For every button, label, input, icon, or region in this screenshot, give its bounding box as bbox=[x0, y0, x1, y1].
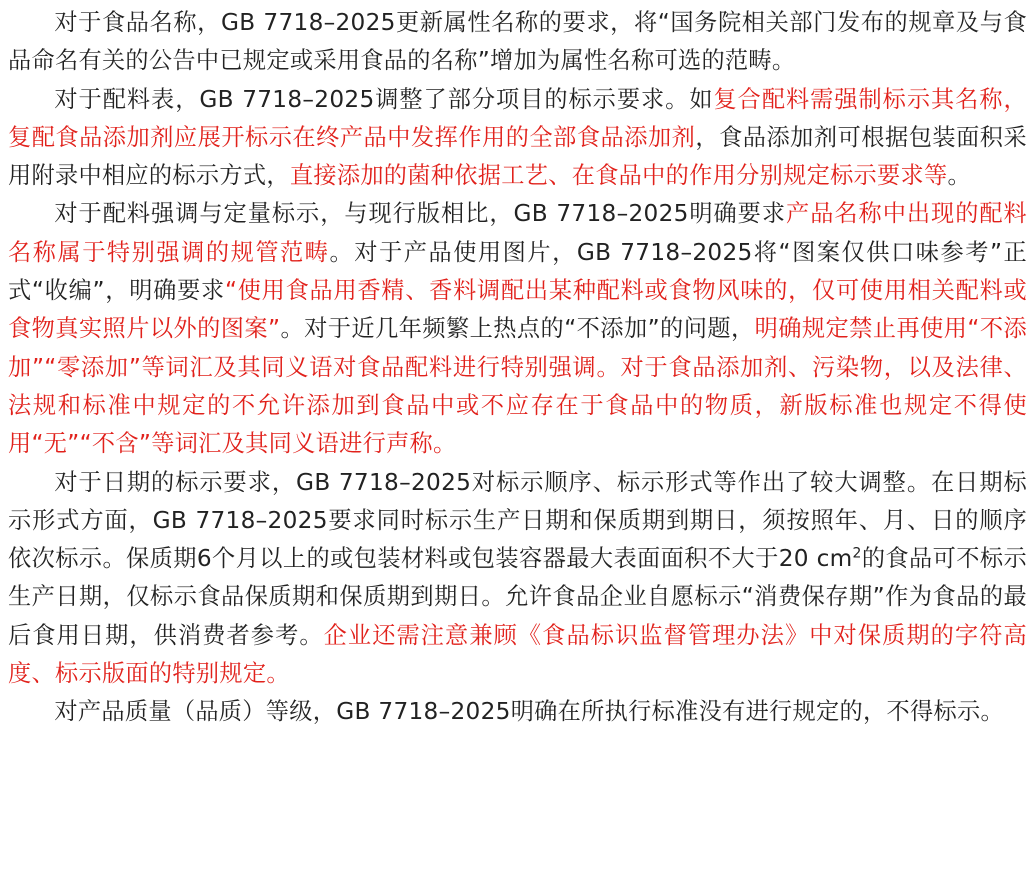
highlighted-text: 产品名称中出现的配料名称属于特别强调的规管范畴 bbox=[8, 200, 1028, 266]
text-segment: 对于配料表，GB 7718–2025调整了部分项目的标示要求。如 bbox=[54, 85, 714, 113]
highlighted-text: 明确规定禁止再使用“不添加”“零添加”等词汇及其同义语对食品配料进行特别强调。对于食品添加剂、污染物，以及法律、法规和标准中规定的不允许添加到食品中或不应存在于食品中的物质，新版标准也规定不得使用“无”“不含”等词汇及其同义语进行声称。 bbox=[8, 315, 1027, 458]
paragraph-date-labeling bbox=[8, 464, 1027, 694]
text-segment: ，食品添加剂可根据包装面积采用附录中相应的标示方式， bbox=[8, 123, 1027, 190]
text-segment: 对于日期的标示要求，GB 7718–2025对标示顺序、标示形式等作出了较大调整。在日期标示形式方面，GB 7718–2025要求同时标示生产日期和保质期到期日，须按照年、月、日的顺序依次标示。保质期6个月以上的或包装材料或包装容器最大表面面积不大于20 cm bbox=[8, 468, 1027, 573]
paragraph-ingredient-emphasis bbox=[8, 195, 1027, 463]
highlighted-text: “使用食品用香精、香料调配出某种配料或食物风味的，仅可使用相关配料或食物真实照片以外的图案” bbox=[8, 277, 1027, 343]
text-segment: 对于食品名称，GB 7718–2025更新属性名称的要求，将“国务院相关部门发布的规章及与食品命名有关的公告中已规定或采用食品的名称”增加为属性名称可选的范畴。 bbox=[8, 9, 1027, 75]
highlighted-text: 直接添加的菌种依据工艺、在食品中的作用分别规定标示要求等 bbox=[289, 162, 948, 190]
text-segment: 对产品质量（品质）等级，GB 7718–2025明确在所执行标准没有进行规定的，不得标示。 bbox=[54, 698, 1004, 726]
text-segment: 。对于产品使用图片，GB 7718–2025将“图案仅供口味参考”正式“收编”，明确要求 bbox=[8, 238, 1027, 305]
paragraph-food-name bbox=[8, 4, 1027, 81]
text-segment: 对于配料强调与定量标示，与现行版相比，GB 7718–2025明确要求 bbox=[54, 200, 787, 228]
text-segment: 的食品可不标示生产日期，仅标示食品保质期和保质期到期日。允许食品企业自愿标示“消费保存期”作为食品的最后食用日期，供消费者参考。 bbox=[8, 545, 1027, 649]
highlighted-text: 企业还需注意兼顾《食品标识监督管理办法》中对保质期的字符高度、标示版面的特别规定。 bbox=[8, 621, 1027, 688]
highlighted-text: 复合配料需强制标示其名称，复配食品添加剂应展开标示在终产品中发挥作用的全部食品添加剂 bbox=[8, 85, 1027, 151]
text-segment: 。对于近几年频繁上热点的“不添加”的问题， bbox=[280, 315, 755, 343]
superscript: 2 bbox=[852, 545, 862, 562]
text-segment: 。 bbox=[947, 162, 972, 190]
paragraph-quality-grade bbox=[8, 693, 1027, 731]
paragraph-ingredient-list bbox=[8, 81, 1027, 196]
